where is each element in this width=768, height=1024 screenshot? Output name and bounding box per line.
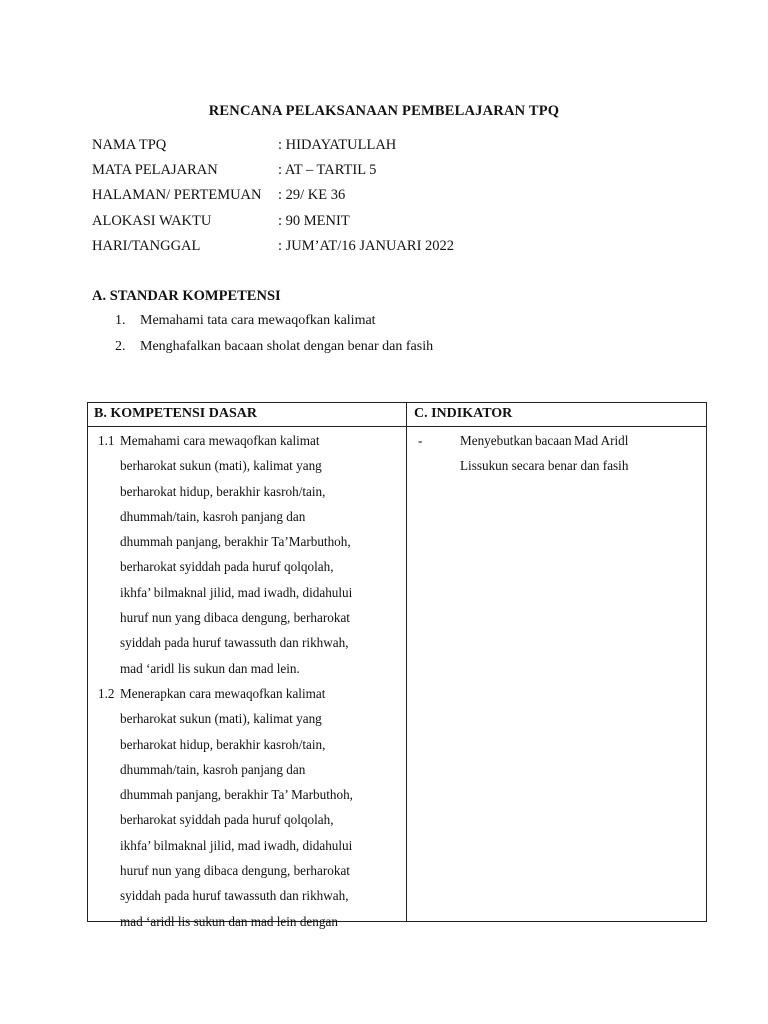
- kd-number: 1.2: [98, 685, 115, 701]
- kd-line: dhummah panjang, berakhir Ta’Marbuthoh,: [120, 534, 351, 550]
- header-divider: [88, 426, 706, 427]
- kd-text: [120, 428, 352, 681]
- kd-line: ikhfa’ bilmaknal jilid, mad iwadh, didahului: [120, 837, 353, 853]
- kd-line: Memahami cara mewaqofkan kalimat: [120, 433, 320, 448]
- indikator-word: Mad: [573, 433, 599, 448]
- kd-line: dhummah/tain, kasroh panjang dan: [120, 508, 306, 524]
- indikator-line: Lissukun secara benar dan fasih: [460, 458, 629, 474]
- list-item-text: Menghafalkan bacaan sholat dengan benar dan fasih: [140, 339, 434, 354]
- kd-number: 1.1: [98, 433, 115, 448]
- kd-line: berharokat hidup, berakhir kasroh/tain,: [120, 483, 326, 499]
- bullet-dash: -: [418, 433, 423, 448]
- info-label: HALAMAN/ PERTEMUAN: [92, 187, 262, 204]
- list-item-number: 1.: [115, 313, 126, 328]
- info-value: : HIDAYATULLAH: [278, 137, 397, 153]
- info-value: : JUM’AT/16 JANUARI 2022: [278, 237, 455, 254]
- list-item-text: Memahami tata cara mewaqofkan kalimat: [140, 313, 376, 328]
- info-block: [92, 137, 454, 263]
- info-label: MATA PELAJARAN: [92, 162, 218, 179]
- info-label: HARI/TANGGAL: [92, 237, 201, 254]
- kd-line: berharokat syiddah pada huruf qolqolah,: [120, 812, 334, 828]
- kompetensi-table: [87, 402, 707, 929]
- standar-kompetensi-list: [115, 313, 433, 365]
- kd-line: huruf nun yang dibaca dengung, berharokat: [120, 610, 350, 626]
- list-item-number: 2.: [115, 339, 126, 354]
- kd-line: berharokat syiddah pada huruf qolqolah,: [120, 559, 334, 575]
- indikator-line: [460, 428, 628, 453]
- kd-line: berharokat sukun (mati), kalimat yang: [120, 458, 322, 474]
- info-row: [92, 213, 454, 238]
- kd-line: ikhfa’ bilmaknal jilid, mad iwadh, didahului: [120, 584, 353, 600]
- kd-line: syiddah pada huruf tawassuth dan rikhwah,: [120, 635, 349, 651]
- info-label: NAMA TPQ: [92, 137, 167, 153]
- kd-line: berharokat sukun (mati), kalimat yang: [120, 711, 322, 727]
- info-row: [92, 238, 454, 263]
- indikator-cell: [418, 428, 702, 479]
- list-item: [115, 313, 433, 339]
- kd-line: Menerapkan cara mewaqofkan kalimat: [120, 685, 326, 701]
- kompetensi-dasar-cell: [98, 428, 398, 934]
- kd-line: dhummah/tain, kasroh panjang dan: [120, 761, 306, 777]
- kd-text: [120, 681, 353, 934]
- list-item: [115, 339, 433, 365]
- kd-line: mad ‘aridl lis sukun dan mad lein.: [120, 660, 300, 676]
- table-header-kompetensi-dasar: B. KOMPETENSI DASAR: [94, 406, 257, 421]
- kd-line: dhummah panjang, berakhir Ta’ Marbuthoh,: [120, 787, 353, 803]
- info-row: [92, 162, 454, 187]
- section-a-heading: A. STANDAR KOMPETENSI: [92, 288, 281, 304]
- indikator-word: Menyebutkan: [460, 433, 533, 448]
- indikator-word: bacaan: [534, 433, 572, 448]
- indikator-item: [418, 428, 702, 479]
- info-row: [92, 137, 454, 162]
- kd-item: [98, 428, 398, 681]
- indikator-text: [460, 428, 628, 479]
- table-header-indikator: C. INDIKATOR: [414, 406, 513, 421]
- indikator-word: Aridl: [600, 433, 629, 448]
- document-title: RENCANA PELAKSANAAN PEMBELAJARAN TPQ: [208, 103, 560, 119]
- info-value: : 29/ KE 36: [278, 187, 346, 204]
- kd-line: huruf nun yang dibaca dengung, berharokat: [120, 863, 350, 879]
- info-value: : 90 MENIT: [278, 212, 350, 229]
- kd-line: syiddah pada huruf tawassuth dan rikhwah,: [120, 888, 349, 904]
- kd-item: [98, 681, 398, 934]
- kd-line: mad ‘aridl lis sukun dan mad lein dengan: [120, 913, 338, 929]
- kd-line: berharokat hidup, berakhir kasroh/tain,: [120, 736, 326, 752]
- info-label: ALOKASI WAKTU: [92, 212, 212, 229]
- column-divider: [406, 403, 407, 921]
- info-row: [92, 187, 454, 212]
- info-value: : AT – TARTIL 5: [278, 162, 377, 179]
